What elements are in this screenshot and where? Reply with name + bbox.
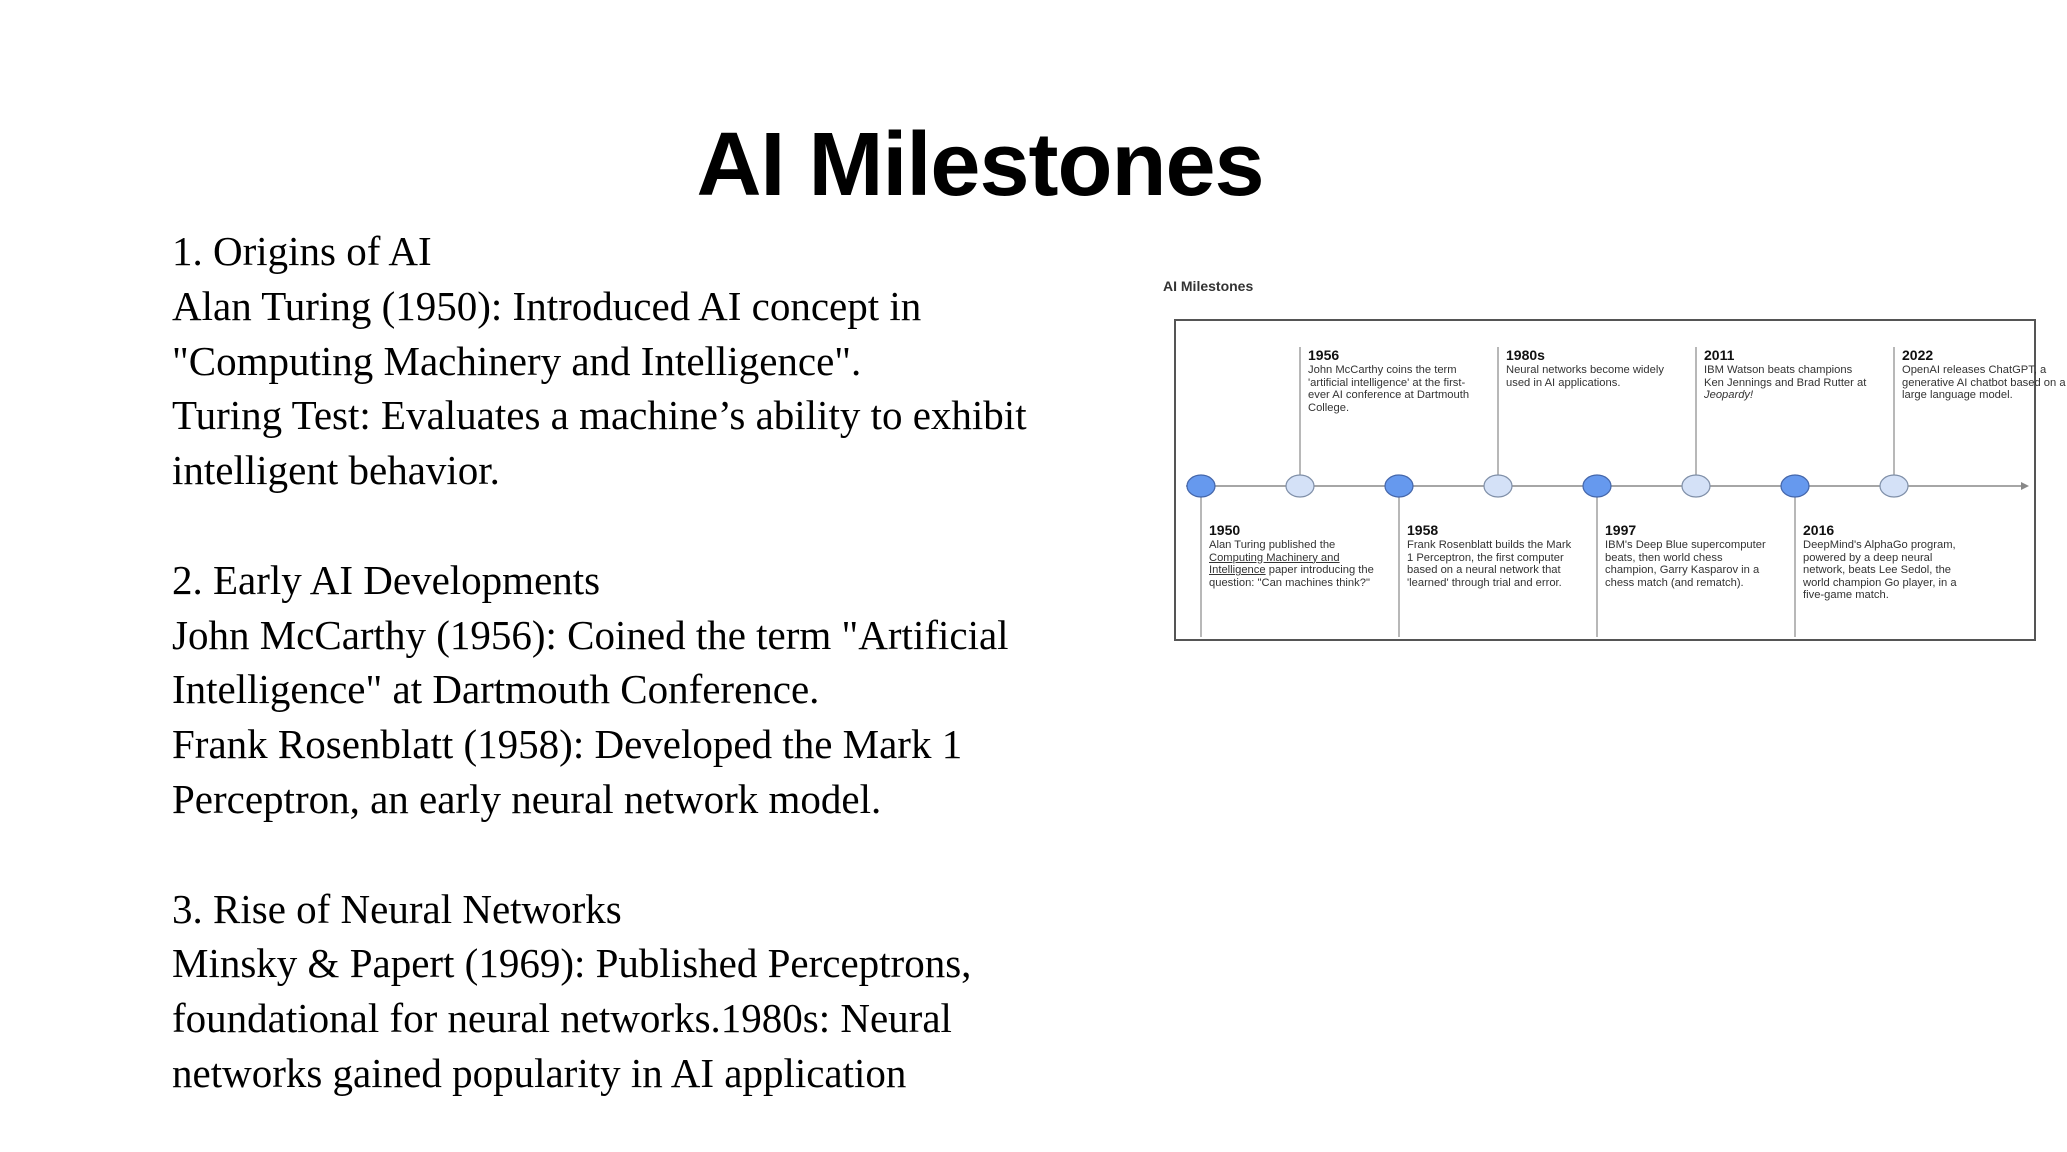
timeline-event <box>1209 521 1374 589</box>
timeline-event <box>1605 521 1770 589</box>
timeline-event <box>1902 346 2067 402</box>
body-line: Turing Test: Evaluates a machine’s ability to exhibit <box>172 392 1027 439</box>
timeline-node <box>1583 475 1611 497</box>
event-year: 1950 <box>1209 522 1241 538</box>
event-year: 1997 <box>1605 522 1637 538</box>
body-line: Alan Turing (1950): Introduced AI concept in <box>172 282 922 329</box>
blank-line <box>172 498 1172 553</box>
body-line: intelligent behavior. <box>172 447 500 494</box>
event-description <box>1704 364 1869 402</box>
slide-title: AI Milestones <box>696 115 1264 215</box>
body-line: Perceptron, an early neural network model. <box>172 775 882 822</box>
timeline-node <box>1484 475 1512 497</box>
event-description-part: Neural networks become widely used in AI applications. <box>1506 364 1664 389</box>
body-line: 3. Rise of Neural Networks <box>172 885 622 932</box>
event-description-part: Alan Turing published the <box>1209 539 1336 551</box>
event-description-part: Jeopardy! <box>1704 389 1754 402</box>
event-description <box>1506 364 1671 389</box>
event-description <box>1209 539 1374 589</box>
timeline-node <box>1187 475 1215 497</box>
body-line: Intelligence" at Dartmouth Conference. <box>172 666 820 713</box>
event-description <box>1902 364 2067 402</box>
event-year: 2011 <box>1704 347 1735 363</box>
event-description-part: IBM Watson beats champions Ken Jennings and Brad Rutter at <box>1704 364 1867 389</box>
timeline-node <box>1286 475 1314 497</box>
event-year: 2016 <box>1803 522 1835 538</box>
event-description <box>1803 539 1968 602</box>
body-line: foundational for neural networks.1980s: Neural <box>172 995 952 1042</box>
slide-body-text <box>172 224 1172 1101</box>
event-description-part: OpenAI releases ChatGPT, a generative AI chatbot based on a large language model. <box>1902 364 2066 402</box>
event-description <box>1308 364 1473 414</box>
timeline-node <box>1781 475 1809 497</box>
body-line: networks gained popularity in AI application <box>172 1049 907 1096</box>
timeline-event <box>1506 346 1671 389</box>
event-description <box>1407 539 1572 589</box>
event-description-part: DeepMind's AlphaGo program, powered by a deep neural network, beats Lee Sedol, the world champion Go player, in a five-game match. <box>1803 539 1957 602</box>
timeline-arrow-icon <box>2021 482 2029 490</box>
event-year: 2022 <box>1902 347 1934 363</box>
event-description <box>1605 539 1770 589</box>
timeline-node <box>1880 475 1908 497</box>
event-description-part: John McCarthy coins the term 'artificial intelligence' at the first-ever AI conference at Dartmouth College. <box>1308 364 1470 414</box>
timeline-event <box>1407 521 1572 589</box>
timeline-caption: AI Milestones <box>1163 278 1254 294</box>
timeline-event <box>1704 346 1869 402</box>
body-line: John McCarthy (1956): Coined the term "Artificial <box>172 611 1009 658</box>
event-description-part: Computing Machinery and Intelligence <box>1209 551 1340 577</box>
timeline-node <box>1385 475 1413 497</box>
timeline-event <box>1308 346 1473 414</box>
body-line: Minsky & Papert (1969): Published Perceptrons, <box>172 940 972 987</box>
body-line: Frank Rosenblatt (1958): Developed the Mark 1 <box>172 721 963 768</box>
body-line: 1. Origins of AI <box>172 228 432 274</box>
event-year: 1958 <box>1407 522 1439 538</box>
event-description-part: Frank Rosenblatt builds the Mark 1 Perceptron, the first computer based on a neural network that 'learned' through trial and error. <box>1407 539 1572 589</box>
blank-line <box>172 827 1172 882</box>
body-line: 2. Early AI Developments <box>172 556 601 603</box>
body-line: "Computing Machinery and Intelligence". <box>172 337 862 384</box>
timeline-event <box>1803 521 1968 602</box>
event-year: 1956 <box>1308 347 1340 363</box>
event-description-part: paper introducing the question: "Can machines think?" <box>1209 564 1374 589</box>
event-description-part: IBM's Deep Blue supercomputer beats, then world chess champion, Garry Kasparov in a chess match (and rematch). <box>1605 539 1766 589</box>
timeline-figure <box>1174 319 2066 641</box>
timeline-node <box>1682 475 1710 497</box>
event-year: 1980s <box>1506 347 1545 363</box>
